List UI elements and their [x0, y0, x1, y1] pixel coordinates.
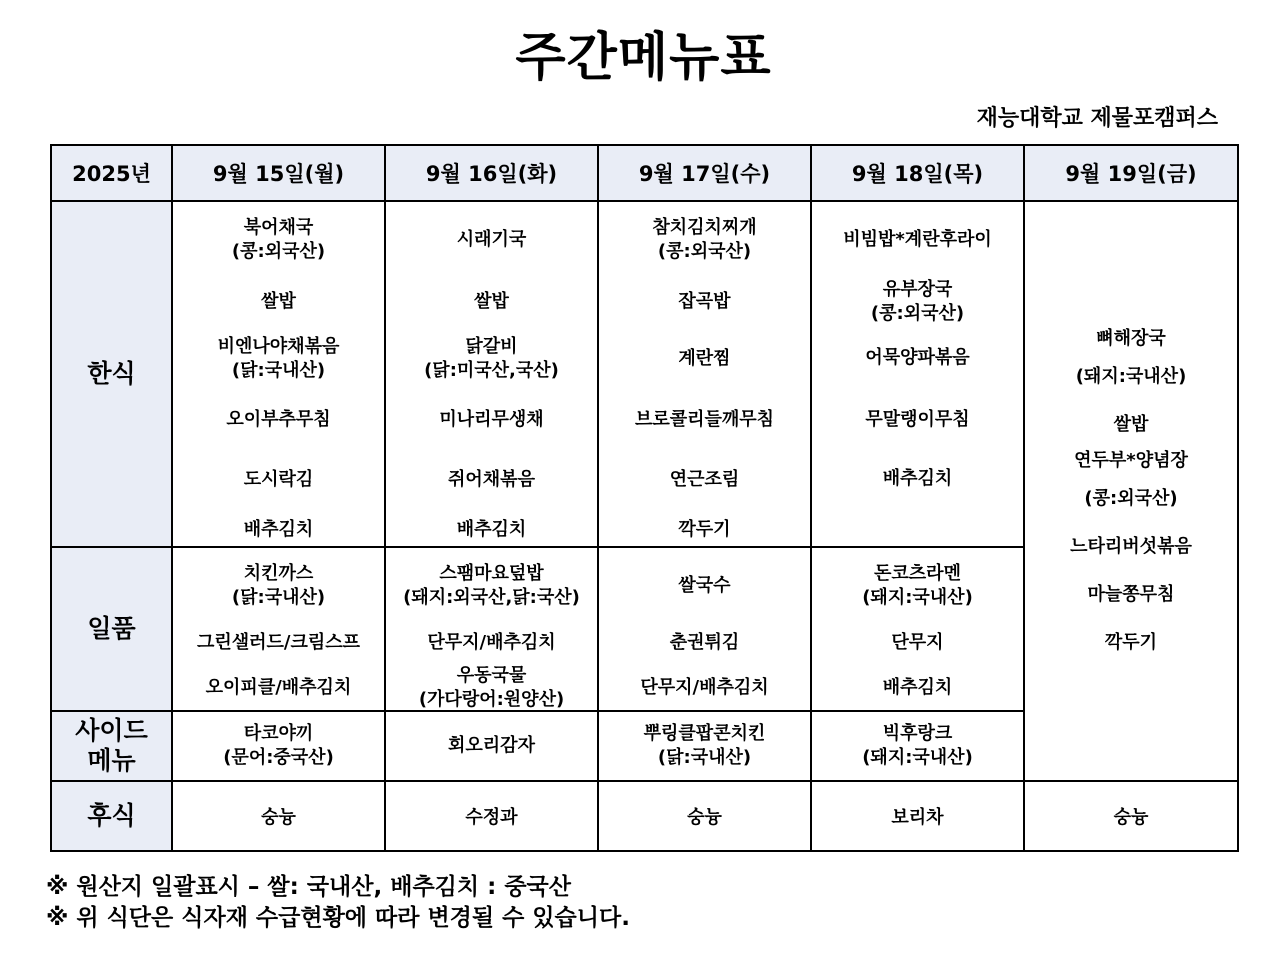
- menu-item: [812, 562, 1023, 610]
- after-cell-thu: 보리차: [811, 781, 1024, 851]
- menu-item-line: 단무지/배추김치: [427, 632, 556, 653]
- menu-item: [386, 408, 597, 432]
- menu-item-line: 타코야끼: [243, 723, 314, 744]
- menu-item-line: 비엔나야채볶음: [217, 336, 340, 357]
- menu-item: [386, 468, 597, 492]
- menu-item-line: 단무지: [891, 632, 944, 653]
- friday-menu-item: 마늘쫑무침: [1087, 584, 1175, 605]
- day-header-fri: 9월 19일(금): [1024, 145, 1238, 201]
- menu-item-line: (닭:국내산): [231, 587, 326, 608]
- friday-menu-item: (콩:외국산): [1084, 488, 1178, 509]
- menu-item: [173, 335, 384, 383]
- menu-item: [812, 676, 1023, 700]
- menu-item: [173, 676, 384, 700]
- menu-item: [812, 346, 1023, 370]
- hansik-cell-tue: [385, 201, 598, 547]
- menu-item-line: 닭갈비: [465, 336, 518, 357]
- menu-item: [812, 278, 1023, 326]
- menu-item: [386, 562, 597, 610]
- menu-item: [173, 562, 384, 610]
- friday-menu-item: 느타리버섯볶음: [1070, 536, 1192, 557]
- menu-item-line: 잡곡밥: [678, 291, 731, 312]
- menu-item-line: 그린샐러드/크림스프: [196, 632, 361, 653]
- menu-item: [173, 631, 384, 655]
- note-origin: ※ 원산지 일괄표시 – 쌀: 국내산, 배추김치 : 중국산: [46, 874, 571, 900]
- menu-item-line: 단무지/배추김치: [640, 677, 769, 698]
- menu-item: [386, 734, 597, 758]
- page-title: 주간메뉴표: [515, 28, 772, 88]
- notes: [46, 872, 630, 934]
- hansik-row: [51, 201, 1238, 547]
- hansik-cell-thu: [811, 201, 1024, 547]
- category-hansik: 한식: [51, 201, 172, 547]
- menu-item-line: (돼지:국내산): [862, 587, 973, 608]
- after-row: [51, 781, 1238, 851]
- menu-item-line: 미나리무생채: [439, 409, 544, 430]
- menu-item: [812, 408, 1023, 432]
- menu-item-line: (닭:미국산,국산): [424, 360, 559, 381]
- category-ilpum: 일품: [51, 547, 172, 711]
- friday-menu-list: [1025, 327, 1237, 655]
- menu-item-line: 뿌링클팝콘치킨: [643, 723, 766, 744]
- menu-item-line: 배추김치: [882, 677, 953, 698]
- menu-item: [386, 631, 597, 655]
- menu-item: [599, 631, 810, 655]
- menu-item-line: 도시락김: [243, 469, 314, 490]
- day-header-wed: 9월 17일(수): [598, 145, 811, 201]
- menu-item-line: 쌀밥: [261, 291, 296, 312]
- menu-item: [173, 722, 384, 770]
- campus-name: 재능대학교 제물포캠퍼스: [976, 106, 1218, 131]
- menu-item-line: 북어채국: [243, 217, 314, 238]
- menu-item: [599, 518, 810, 542]
- hansik-cell-mon: [172, 201, 385, 547]
- menu-item: [599, 468, 810, 492]
- menu-item: [386, 664, 597, 712]
- category-side: [51, 711, 172, 781]
- menu-item-line: 춘권튀김: [669, 632, 740, 653]
- menu-item-line: 우동국물: [456, 665, 527, 686]
- friday-menu-item: 깍두기: [1104, 632, 1158, 653]
- menu-item: [599, 347, 810, 371]
- side-cell-wed: [598, 711, 811, 781]
- menu-item-line: 쥐어채볶음: [448, 469, 535, 490]
- menu-item: [812, 228, 1023, 252]
- friday-menu-item: 연두부*양념장: [1074, 450, 1188, 471]
- menu-item: [386, 228, 597, 252]
- day-header-mon: 9월 15일(월): [172, 145, 385, 201]
- day-header-thu: 9월 18일(목): [811, 145, 1024, 201]
- menu-item-line: 스팸마요덮밥: [439, 563, 544, 584]
- menu-item-line: 브로콜리들깨무침: [634, 409, 775, 430]
- menu-item-line: (콩:외국산): [657, 241, 752, 262]
- menu-item: [173, 518, 384, 542]
- menu-item-line: 연근조림: [669, 469, 740, 490]
- menu-item: [173, 408, 384, 432]
- menu-item-line: 비빔밥*계란후라이: [843, 229, 992, 250]
- category-after: 후식: [51, 781, 172, 851]
- menu-item-line: 배추김치: [882, 468, 953, 489]
- after-cell-wed: 숭늉: [598, 781, 811, 851]
- menu-item: [599, 290, 810, 314]
- menu-item-line: 시래기국: [456, 229, 527, 250]
- after-cell-tue: 수정과: [385, 781, 598, 851]
- ilpum-cell-wed: [598, 547, 811, 711]
- ilpum-cell-tue: [385, 547, 598, 711]
- menu-item-line: 회오리감자: [448, 735, 535, 756]
- year-header: 2025년: [51, 145, 172, 201]
- menu-item: [599, 574, 810, 598]
- menu-item-line: 오이피클/배추김치: [205, 677, 352, 698]
- hansik-cell-wed: [598, 201, 811, 547]
- menu-item-line: 참치김치찌개: [652, 217, 757, 238]
- menu-item: [386, 518, 597, 542]
- ilpum-cell-thu: [811, 547, 1024, 711]
- friday-menu-item: 쌀밥: [1113, 414, 1149, 435]
- header-row: [51, 145, 1238, 201]
- menu-item-line: (콩:외국산): [231, 241, 326, 262]
- menu-item-line: 깍두기: [678, 519, 731, 540]
- menu-item: [173, 216, 384, 264]
- after-cell-mon: 숭늉: [172, 781, 385, 851]
- menu-item: [812, 467, 1023, 491]
- ilpum-cell-mon: [172, 547, 385, 711]
- menu-item-line: (돼지:국내산): [862, 747, 973, 768]
- menu-item: [386, 290, 597, 314]
- menu-item-line: 쌀국수: [678, 575, 731, 596]
- menu-item-line: 계란찜: [678, 348, 731, 369]
- friday-menu-cell: [1024, 201, 1238, 781]
- menu-item-line: (돼지:외국산,닭:국산): [403, 587, 580, 608]
- menu-item: [599, 216, 810, 264]
- menu-item-line: 빅후랑크: [882, 723, 953, 744]
- friday-menu-item: (돼지:국내산): [1075, 366, 1187, 387]
- menu-item-line: (닭:국내산): [657, 747, 752, 768]
- menu-item-line: 쌀밥: [474, 291, 509, 312]
- after-cell-fri: 숭늉: [1024, 781, 1238, 851]
- menu-item-line: (닭:국내산): [231, 360, 326, 381]
- day-header-tue: 9월 16일(화): [385, 145, 598, 201]
- menu-item: [173, 290, 384, 314]
- menu-item: [599, 722, 810, 770]
- menu-item-line: (콩:외국산): [870, 303, 965, 324]
- side-cell-tue: [385, 711, 598, 781]
- menu-item-line: 치킨까스: [243, 563, 314, 584]
- weekly-menu-table: [50, 144, 1239, 852]
- menu-item: [599, 408, 810, 432]
- menu-item-line: 배추김치: [456, 519, 527, 540]
- menu-item: [173, 468, 384, 492]
- side-cell-mon: [172, 711, 385, 781]
- menu-item: [386, 335, 597, 383]
- menu-item-line: 무말랭이무침: [865, 409, 970, 430]
- side-cell-thu: [811, 711, 1024, 781]
- menu-item-line: (문어:중국산): [223, 747, 334, 768]
- menu-item: [599, 676, 810, 700]
- menu-item-line: 배추김치: [243, 519, 314, 540]
- category-side-line: 메뉴: [87, 746, 136, 775]
- menu-item-line: 어묵양파볶음: [865, 347, 970, 368]
- menu-item-line: 유부장국: [882, 279, 953, 300]
- menu-item-line: 돈코츠라멘: [874, 563, 961, 584]
- category-side-line: 사이드: [75, 716, 148, 745]
- menu-item-line: (가다랑어:원양산): [418, 689, 565, 710]
- friday-menu-item: 뼈해장국: [1096, 328, 1166, 349]
- menu-item: [812, 722, 1023, 770]
- note-change: ※ 위 식단은 식자재 수급현황에 따라 변경될 수 있습니다.: [46, 905, 630, 931]
- menu-item-line: 오이부추무침: [226, 409, 331, 430]
- menu-item: [812, 631, 1023, 655]
